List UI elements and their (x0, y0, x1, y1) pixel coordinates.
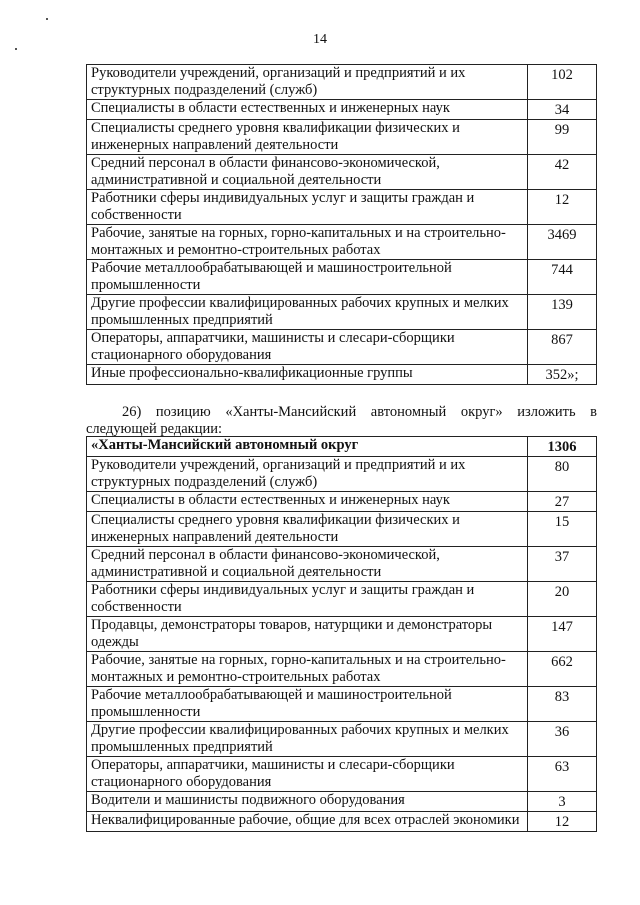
table-row (87, 65, 597, 100)
row-value: 63 (528, 757, 597, 792)
row-label: Средний персонал в области финансово-экономической, административной и социальной деятельности (87, 155, 528, 190)
row-value: 12 (528, 812, 597, 832)
row-label: Рабочие металлообрабатывающей и машиностроительной промышленности (87, 687, 528, 722)
row-value: 352»; (528, 365, 597, 385)
row-value: 34 (528, 100, 597, 120)
row-label: Водители и машинисты подвижного оборудования (87, 792, 528, 812)
row-value: 27 (528, 492, 597, 512)
table-row (87, 722, 597, 757)
table-row (87, 512, 597, 547)
table-row (87, 155, 597, 190)
row-value: 12 (528, 190, 597, 225)
table-row (87, 792, 597, 812)
table-header-row (87, 437, 597, 457)
row-value: 3469 (528, 225, 597, 260)
table-row (87, 330, 597, 365)
table-row (87, 100, 597, 120)
row-label: Операторы, аппаратчики, машинисты и слесари-сборщики стационарного оборудования (87, 757, 528, 792)
row-label: Рабочие металлообрабатывающей и машиностроительной промышленности (87, 260, 528, 295)
row-value: 139 (528, 295, 597, 330)
table-row (87, 582, 597, 617)
row-label: Рабочие, занятые на горных, горно-капитальных и на строительно-монтажных и ремонтно-строительных работах (87, 652, 528, 687)
row-label: Специалисты в области естественных и инженерных наук (87, 492, 528, 512)
table-row (87, 295, 597, 330)
row-value: 867 (528, 330, 597, 365)
table-row (87, 492, 597, 512)
region-title: «Ханты-Мансийский автономный округ (87, 437, 528, 457)
row-label: Работники сферы индивидуальных услуг и защиты граждан и собственности (87, 190, 528, 225)
row-label: Операторы, аппаратчики, машинисты и слесари-сборщики стационарного оборудования (87, 330, 528, 365)
table-row (87, 757, 597, 792)
row-label: Продавцы, демонстраторы товаров, натурщики и демонстраторы одежды (87, 617, 528, 652)
row-value: 15 (528, 512, 597, 547)
table-row (87, 190, 597, 225)
table-row (87, 225, 597, 260)
row-value: 102 (528, 65, 597, 100)
table-row (87, 812, 597, 832)
row-label: Средний персонал в области финансово-экономической, административной и социальной деятельности (87, 547, 528, 582)
row-label: Специалисты в области естественных и инженерных наук (87, 100, 528, 120)
row-value: 36 (528, 722, 597, 757)
table-row (87, 457, 597, 492)
row-value: 20 (528, 582, 597, 617)
row-label: Другие профессии квалифицированных рабочих крупных и мелких промышленных предприятий (87, 295, 528, 330)
table-row (87, 652, 597, 687)
row-label: Неквалифицированные рабочие, общие для всех отраслей экономики (87, 812, 528, 832)
page-number: 14 (313, 32, 327, 47)
row-value: 3 (528, 792, 597, 812)
row-value: 83 (528, 687, 597, 722)
scan-dot (15, 48, 17, 50)
row-label: Другие профессии квалифицированных рабочих крупных и мелких промышленных предприятий (87, 722, 528, 757)
row-value: 99 (528, 120, 597, 155)
occupation-table-continued (86, 64, 597, 385)
table-row (87, 365, 597, 385)
row-value: 42 (528, 155, 597, 190)
scan-dot (46, 18, 48, 20)
row-value: 80 (528, 457, 597, 492)
row-label: Руководители учреждений, организаций и предприятий и их структурных подразделений (служб) (87, 457, 528, 492)
row-value: 744 (528, 260, 597, 295)
row-value: 147 (528, 617, 597, 652)
row-label: Работники сферы индивидуальных услуг и защиты граждан и собственности (87, 582, 528, 617)
khmao-occupation-table (86, 436, 597, 832)
table-row (87, 617, 597, 652)
amendment-paragraph: 26) позицию «Ханты-Мансийский автономный округ» изложить в следующей редакции: (86, 404, 597, 437)
region-total: 1306 (528, 437, 597, 457)
row-value: 662 (528, 652, 597, 687)
table-row (87, 120, 597, 155)
table-row (87, 260, 597, 295)
table-row (87, 547, 597, 582)
row-label: Руководители учреждений, организаций и предприятий и их структурных подразделений (служб) (87, 65, 528, 100)
row-value: 37 (528, 547, 597, 582)
row-label: Иные профессионально-квалификационные группы (87, 365, 528, 385)
row-label: Специалисты среднего уровня квалификации физических и инженерных направлений деятельности (87, 120, 528, 155)
table-row (87, 687, 597, 722)
row-label: Рабочие, занятые на горных, горно-капитальных и на строительно-монтажных и ремонтно-строительных работах (87, 225, 528, 260)
row-label: Специалисты среднего уровня квалификации физических и инженерных направлений деятельности (87, 512, 528, 547)
